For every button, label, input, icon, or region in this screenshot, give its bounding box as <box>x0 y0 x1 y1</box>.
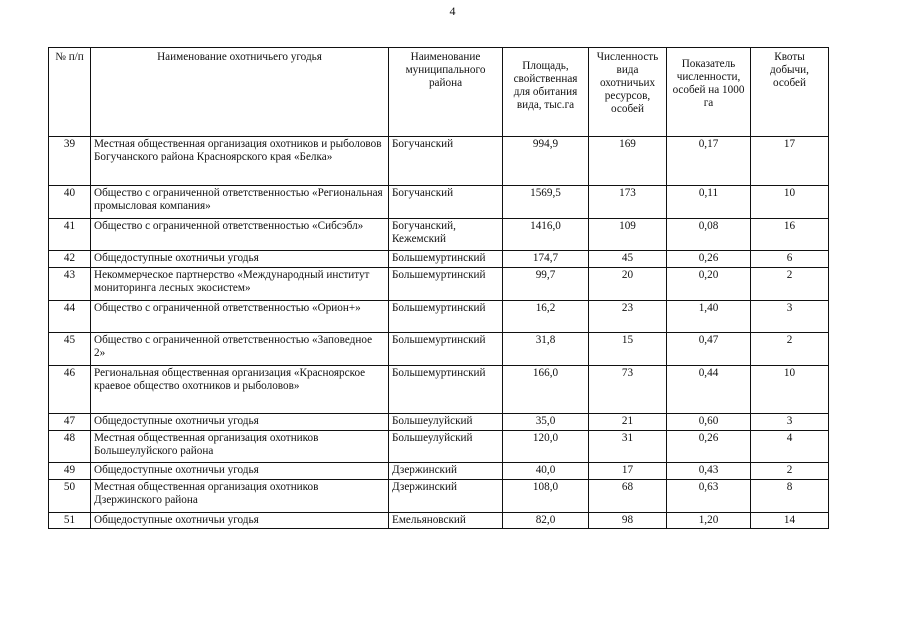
row-name: Общедоступные охотничьи угодья <box>91 251 389 268</box>
row-name: Общество с ограниченной ответственностью «Орион+» <box>91 301 389 333</box>
row-quota: 8 <box>751 480 829 513</box>
row-number: 47 <box>49 414 91 431</box>
row-count: 31 <box>589 431 667 463</box>
row-name: Общедоступные охотничьи угодья <box>91 414 389 431</box>
header-count: Численность вида охотничьих ресурсов, особей <box>589 48 667 137</box>
row-count: 15 <box>589 333 667 366</box>
row-district: Богучанский, Кежемский <box>389 219 503 251</box>
table-row <box>49 268 829 301</box>
row-district: Богучанский <box>389 137 503 186</box>
header-name: Наименование охотничьего угодья <box>91 48 389 137</box>
row-name: Местная общественная организация охотников и рыболовов Богучанского района Красноярского края «Белка» <box>91 137 389 186</box>
row-number: 40 <box>49 186 91 219</box>
hunting-grounds-table <box>48 47 829 529</box>
header-index: Показатель численности, особей на 1000 га <box>667 48 751 137</box>
page-number: 4 <box>449 4 456 18</box>
row-quota: 17 <box>751 137 829 186</box>
row-index: 0,43 <box>667 463 751 480</box>
table-row <box>49 513 829 529</box>
header-area: Площадь, свойственная для обитания вида, тыс.га <box>503 48 589 137</box>
row-area: 16,2 <box>503 301 589 333</box>
row-district: Большемуртинский <box>389 366 503 414</box>
row-district: Дзержинский <box>389 463 503 480</box>
row-index: 0,20 <box>667 268 751 301</box>
row-quota: 2 <box>751 463 829 480</box>
row-quota: 3 <box>751 301 829 333</box>
row-name: Общество с ограниченной ответственностью «Заповедное 2» <box>91 333 389 366</box>
row-count: 23 <box>589 301 667 333</box>
header-district: Наименование муниципального района <box>389 48 503 137</box>
table-row <box>49 333 829 366</box>
row-district: Емельяновский <box>389 513 503 529</box>
row-name: Местная общественная организация охотников Дзержинского района <box>91 480 389 513</box>
row-count: 20 <box>589 268 667 301</box>
row-index: 0,44 <box>667 366 751 414</box>
table-row <box>49 480 829 513</box>
row-count: 98 <box>589 513 667 529</box>
row-index: 0,63 <box>667 480 751 513</box>
row-district: Большеулуйский <box>389 414 503 431</box>
table-row <box>49 463 829 480</box>
table-row <box>49 251 829 268</box>
row-count: 169 <box>589 137 667 186</box>
row-name: Общество с ограниченной ответственностью «Региональная промысловая компания» <box>91 186 389 219</box>
row-index: 0,17 <box>667 137 751 186</box>
row-quota: 3 <box>751 414 829 431</box>
row-district: Дзержинский <box>389 480 503 513</box>
header-quota: Квоты добычи, особей <box>751 48 829 137</box>
row-quota: 6 <box>751 251 829 268</box>
row-area: 1416,0 <box>503 219 589 251</box>
row-count: 17 <box>589 463 667 480</box>
row-quota: 10 <box>751 186 829 219</box>
row-number: 51 <box>49 513 91 529</box>
row-number: 50 <box>49 480 91 513</box>
row-name: Региональная общественная организация «Красноярское краевое общество охотников и рыболовов» <box>91 366 389 414</box>
row-count: 45 <box>589 251 667 268</box>
row-area: 82,0 <box>503 513 589 529</box>
row-count: 109 <box>589 219 667 251</box>
row-quota: 14 <box>751 513 829 529</box>
row-area: 174,7 <box>503 251 589 268</box>
row-area: 1569,5 <box>503 186 589 219</box>
row-area: 120,0 <box>503 431 589 463</box>
row-index: 1,40 <box>667 301 751 333</box>
table-header-row <box>49 48 829 137</box>
row-quota: 16 <box>751 219 829 251</box>
row-name: Общество с ограниченной ответственностью «Сибсэбл» <box>91 219 389 251</box>
row-number: 39 <box>49 137 91 186</box>
row-name: Общедоступные охотничьи угодья <box>91 513 389 529</box>
row-number: 42 <box>49 251 91 268</box>
row-count: 73 <box>589 366 667 414</box>
row-area: 99,7 <box>503 268 589 301</box>
row-number: 46 <box>49 366 91 414</box>
row-area: 994,9 <box>503 137 589 186</box>
row-count: 68 <box>589 480 667 513</box>
row-district: Большеулуйский <box>389 431 503 463</box>
table-row <box>49 366 829 414</box>
row-index: 0,11 <box>667 186 751 219</box>
row-count: 173 <box>589 186 667 219</box>
row-district: Большемуртинский <box>389 251 503 268</box>
table-row <box>49 431 829 463</box>
row-number: 48 <box>49 431 91 463</box>
row-index: 0,26 <box>667 431 751 463</box>
row-quota: 2 <box>751 333 829 366</box>
row-area: 108,0 <box>503 480 589 513</box>
row-name: Общедоступные охотничьи угодья <box>91 463 389 480</box>
row-quota: 2 <box>751 268 829 301</box>
row-area: 35,0 <box>503 414 589 431</box>
row-number: 49 <box>49 463 91 480</box>
row-name: Местная общественная организация охотников Большеулуйского района <box>91 431 389 463</box>
row-index: 1,20 <box>667 513 751 529</box>
row-index: 0,60 <box>667 414 751 431</box>
row-district: Большемуртинский <box>389 333 503 366</box>
row-index: 0,08 <box>667 219 751 251</box>
table-row <box>49 137 829 186</box>
row-name: Некоммерческое партнерство «Международный институт мониторинга лесных экосистем» <box>91 268 389 301</box>
row-quota: 10 <box>751 366 829 414</box>
row-district: Богучанский <box>389 186 503 219</box>
row-area: 40,0 <box>503 463 589 480</box>
header-num: № п/п <box>49 48 91 137</box>
row-area: 31,8 <box>503 333 589 366</box>
row-index: 0,47 <box>667 333 751 366</box>
row-district: Большемуртинский <box>389 268 503 301</box>
row-index: 0,26 <box>667 251 751 268</box>
table-row <box>49 219 829 251</box>
row-number: 45 <box>49 333 91 366</box>
table-row <box>49 414 829 431</box>
row-district: Большемуртинский <box>389 301 503 333</box>
row-quota: 4 <box>751 431 829 463</box>
table-row <box>49 301 829 333</box>
row-number: 44 <box>49 301 91 333</box>
table-row <box>49 186 829 219</box>
row-area: 166,0 <box>503 366 589 414</box>
row-number: 41 <box>49 219 91 251</box>
row-number: 43 <box>49 268 91 301</box>
row-count: 21 <box>589 414 667 431</box>
